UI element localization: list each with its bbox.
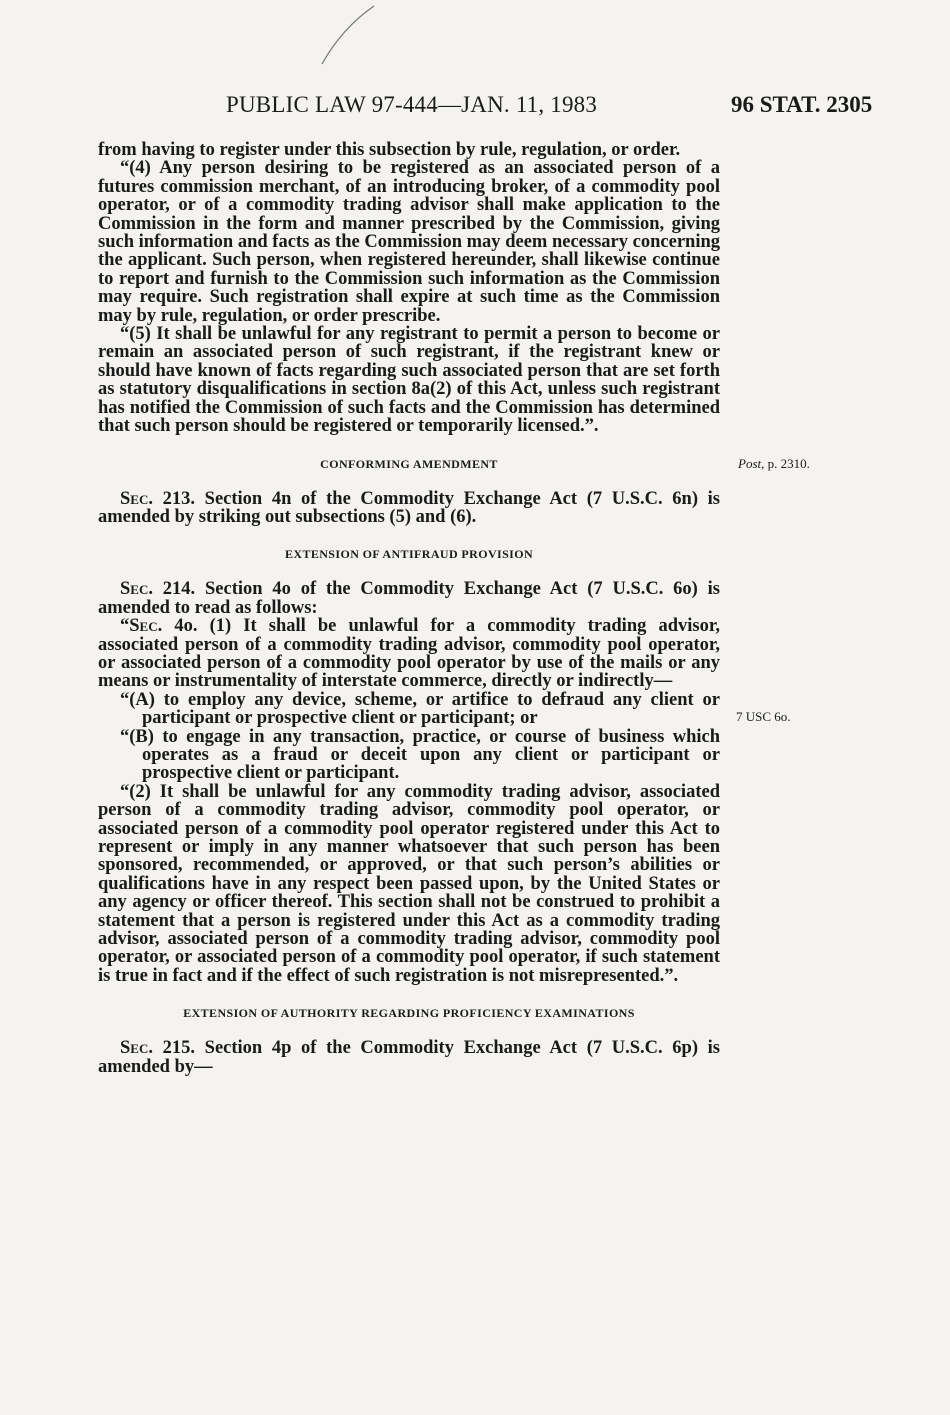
- section-215-label: Sec.: [120, 1038, 153, 1059]
- document-body: [98, 141, 720, 1076]
- paragraph-5-unlawful-registrant: “(5) It shall be unlawful for any registrant to permit a person to become or remain an associated person of such registrant, if the registrant knew or should have known of facts regarding such associated person that are set forth as statutory disqualifications in section 8a(2) of this Act, unless such registrant has notified the Commission of such facts and the Commission has determined that such person should be registered or temporarily licensed.”.: [98, 324, 720, 437]
- margin-note-post-reference: [738, 456, 810, 472]
- scan-pen-stroke: [318, 4, 378, 68]
- heading-conforming-amendment: CONFORMING AMENDMENT: [320, 456, 498, 471]
- margin-note-post-page: p. 2310.: [767, 456, 810, 471]
- paragraph-4-registration: “(4) Any person desiring to be registered as an associated person of a futures commission merchant, of an introducing broker, of a commodity pool operator, or of a commodity trading advisor shall make application to the Commission in the form and manner prescribed by the Commission, giving such information and facts as the Commission may deem necessary concerning the applicant. Such person, when registered hereunder, shall likewise continue to report and furnish to the Commission such information as the Commission may require. Such registration shall expire at such time as the Commission may by rule, regulation, or order prescribe.: [98, 158, 720, 326]
- page-header-title: PUBLIC LAW 97-444—JAN. 11, 1983: [226, 92, 598, 117]
- section-213-label: Sec.: [120, 488, 153, 509]
- margin-note-usc-reference: 7 USC 6o.: [736, 709, 791, 724]
- heading-antifraud: EXTENSION OF ANTIFRAUD PROVISION: [284, 547, 534, 562]
- section-214-label: Sec.: [120, 579, 153, 600]
- section-214: [98, 580, 720, 617]
- section-215-text: 215. Section 4p of the Commodity Exchange Act (7 U.S.C. 6p) is amended by—: [98, 1038, 720, 1077]
- section-4o-paragraph-2: “(2) It shall be unlawful for any commodity trading advisor, associated person of a commodity trading advisor, commodity pool operator, or associated person of a commodity pool operator registered under this Act to represent or imply in any manner whatsoever that such person has been sponsored, recommended, or approved, or that such person’s abilities or qualifications have in any respect been passed upon, by the United States or any agency or officer thereof. This section shall not be construed to prohibit a statement that a person is registered under this Act as a commodity trading advisor, associated person of a commodity trading advisor, commodity pool operator, or associated person of a commodity pool operator, if such statement is true in fact and if the effect of such registration is not misrepresented.”.: [98, 781, 720, 986]
- paragraph-order-continuation: from having to register under this subsection by rule, regulation, or order.: [98, 140, 681, 160]
- section-213: [98, 490, 720, 527]
- section-4o-text: 4o. (1) It shall be unlawful for a commodity trading advisor, associated person of a commodity trading advisor, commodity pool operator, or associated person of a commodity pool operator by use of the mails or any means or instrumentality of interstate commerce, directly or indirectly—: [98, 616, 720, 692]
- section-214-text: 214. Section 4o of the Commodity Exchange Act (7 U.S.C. 6o) is amended to read as follows:: [98, 579, 720, 618]
- section-4o-label: “Sec.: [120, 616, 163, 637]
- section-4o-paragraph-1: [98, 617, 720, 691]
- clause-b: “(B) to engage in any transaction, practice, or course of business which operates as a fraud or deceit upon any client or participant or prospective client or participant.: [120, 726, 720, 784]
- heading-proficiency-examinations: EXTENSION OF AUTHORITY REGARDING PROFICIENCY EXAMINATIONS: [183, 1006, 635, 1021]
- clause-a: “(A) to employ any device, scheme, or artifice to defraud any client or participant or prospective client or participant; or: [120, 689, 720, 729]
- section-213-text: 213. Section 4n of the Commodity Exchange Act (7 U.S.C. 6n) is amended by striking out subsections (5) and (6).: [98, 488, 720, 527]
- running-header: [0, 92, 950, 122]
- page-header-stat: 96 STAT. 2305: [731, 92, 873, 117]
- margin-note-post-italic: Post,: [738, 456, 765, 471]
- section-215: [98, 1039, 720, 1076]
